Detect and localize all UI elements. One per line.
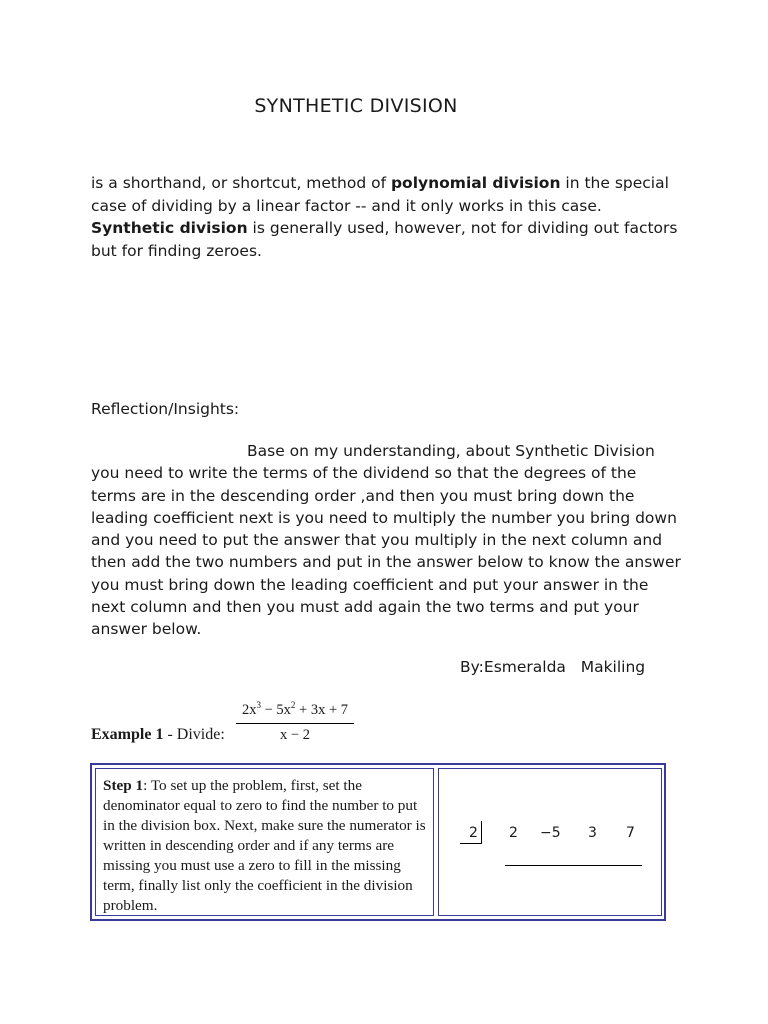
numerator-term-3: + 3x + 7 bbox=[295, 702, 349, 718]
step-1-description-cell bbox=[95, 768, 434, 916]
numerator-term-2: − 5x bbox=[260, 702, 291, 718]
fraction-bar bbox=[236, 723, 354, 724]
page-title: SYNTHETIC DIVISION bbox=[254, 95, 458, 117]
intro-text-1: is a shorthand, or shortcut, method of bbox=[91, 174, 391, 192]
step-table bbox=[90, 763, 666, 921]
example-divide-text: - Divide: bbox=[163, 726, 225, 743]
numerator-exponent-1: 3 bbox=[256, 700, 261, 710]
coefficient: 3 bbox=[588, 825, 597, 841]
reflection-label: Reflection/Insights: bbox=[91, 400, 240, 418]
byline: By:Esmeralda Makiling bbox=[460, 658, 646, 676]
division-row bbox=[439, 825, 663, 847]
reflection-body bbox=[91, 440, 681, 641]
answer-line bbox=[505, 865, 642, 866]
numerator-term-1: 2x bbox=[241, 702, 257, 718]
numerator-exponent-2: 2 bbox=[290, 700, 296, 710]
reflection-text: Base on my understanding, about Synthetic Division you need to write the terms of the dividend so that the degrees of the terms are in the descending order ,and then you must bring down the leading coefficient next is you need to multiply the number you bring down and you need to put the answer that you multiply in the next column and then add the two numbers and put in the answer below to know the answer you must bring down the leading coefficient and put your answer in the next column and then you must add again the two terms and put your answer below. bbox=[91, 442, 681, 639]
step-1-label: Step 1 bbox=[103, 777, 144, 794]
intro-text-2: in the special case of dividing by a linear factor -- and it only works in this case. bbox=[91, 174, 669, 215]
intro-bold-polynomial-division: polynomial division bbox=[390, 174, 561, 192]
fraction-denominator: x − 2 bbox=[280, 727, 310, 743]
intro-text-3: is generally used, however, not for dividing out factors but for finding zeroes. bbox=[91, 219, 678, 260]
synthetic-division-cell bbox=[438, 768, 662, 916]
intro-bold-synthetic-division: Synthetic division bbox=[91, 219, 248, 237]
example-label bbox=[91, 726, 225, 744]
coefficient: −5 bbox=[540, 825, 561, 841]
example-fraction bbox=[236, 700, 354, 744]
divisor-value: 2 bbox=[469, 825, 478, 841]
intro-paragraph bbox=[91, 172, 681, 262]
coefficient: 2 bbox=[509, 825, 518, 841]
fraction-numerator bbox=[236, 700, 354, 721]
coefficient: 7 bbox=[626, 825, 635, 841]
example-number: Example 1 bbox=[91, 726, 164, 743]
step-1-text: : To set up the problem, first, set the denominator equal to zero to find the number to put in the division box. Next, make sure the numerator is written in descending order and if any terms are missing you must use a zero to fill in the missing term, finally list only the coefficient in the division problem. bbox=[103, 777, 426, 914]
